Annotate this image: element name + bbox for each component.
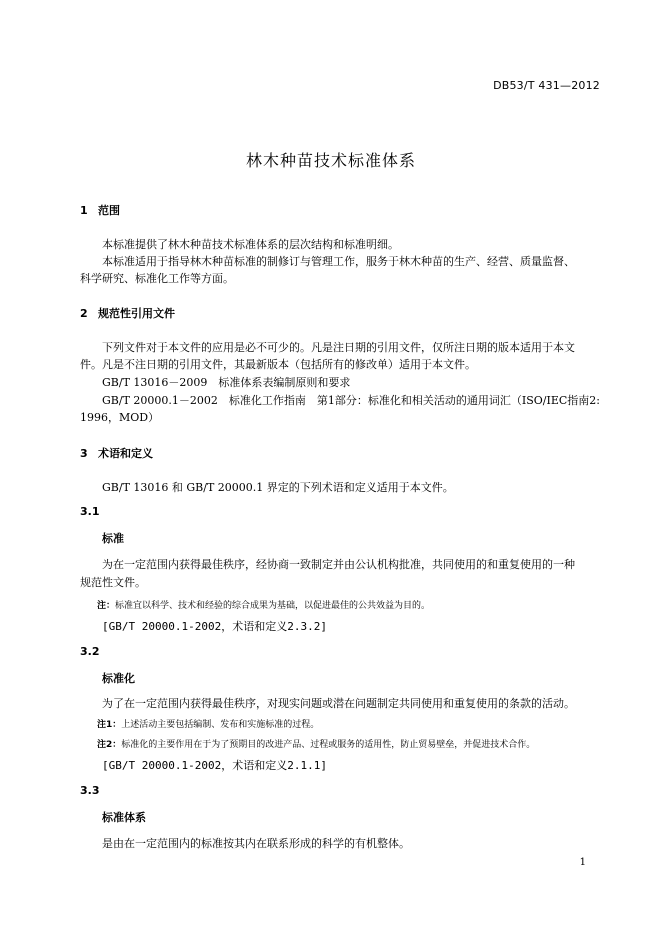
term-3-2-definition: 为了在一定范围内获得最佳秩序，对现实问题或潜在问题制定共同使用和重复使用的条款的活动。 xyxy=(102,697,575,710)
section-label: 术语和定义 xyxy=(98,447,153,460)
term-3-1-number: 3.1 xyxy=(80,505,100,518)
term-3-2-number: 3.2 xyxy=(80,645,100,658)
term-3-1-name: 标准 xyxy=(102,532,124,545)
standard-code: DB53/T 431—2012 xyxy=(493,79,600,92)
term-3-2-source: [GB/T 20000.1-2002，术语和定义2.1.1] xyxy=(102,759,327,772)
reference-item-2-line-2: 1996，MOD） xyxy=(80,411,160,424)
section-2-heading xyxy=(80,305,175,321)
section-3-heading xyxy=(80,445,153,461)
term-3-2-name: 标准化 xyxy=(102,672,135,685)
term-3-3-definition: 是由在一定范围内的标准按其内在联系形成的科学的有机整体。 xyxy=(102,837,410,850)
document-title: 林木种苗技术标准体系 xyxy=(245,151,416,170)
refs-intro-line-2: 件。凡是不注日期的引用文件，其最新版本（包括所有的修改单）适用于本文件。 xyxy=(80,358,476,371)
page-number: 1 xyxy=(579,857,586,868)
refs-intro-line-1: 下列文件对于本文件的应用是必不可少的。凡是注日期的引用文件，仅所注日期的版本适用于本文 xyxy=(102,341,575,354)
terms-intro: GB/T 13016 和 GB/T 20000.1 界定的下列术语和定义适用于本文件。 xyxy=(102,481,454,494)
scope-paragraph-1: 本标准提供了林木种苗技术标准体系的层次结构和标准明细。 xyxy=(102,238,399,251)
term-3-1-definition-line-1: 为在一定范围内获得最佳秩序，经协商一致制定并由公认机构批准，共同使用的和重复使用的一种 xyxy=(102,558,575,571)
scope-paragraph-2-line-1: 本标准适用于指导林木种苗标准的制修订与管理工作，服务于林木种苗的生产、经营、质量监督、 xyxy=(102,255,575,268)
section-number: 3 xyxy=(80,447,88,460)
section-number: 1 xyxy=(80,204,88,217)
section-1-heading xyxy=(80,202,120,218)
section-number: 2 xyxy=(80,307,88,320)
note-label: 注2： xyxy=(97,740,122,750)
note-text: 标准化的主要作用在于为了预期目的改进产品、过程或服务的适用性，防止贸易壁垒，并促进技术合作。 xyxy=(121,740,536,750)
term-3-1-definition-line-2: 规范性文件。 xyxy=(80,576,146,589)
note-text: 标准宜以科学、技术和经验的综合成果为基础，以促进最佳的公共效益为目的。 xyxy=(115,601,431,611)
reference-item-2-line-1: GB/T 20000.1－2002 标准化工作指南 第1部分：标准化和相关活动的通用词汇（ISO/IEC指南2: xyxy=(102,394,600,407)
term-3-1-source: [GB/T 20000.1-2002，术语和定义2.3.2] xyxy=(102,620,327,633)
note-label: 注： xyxy=(97,601,116,611)
term-3-1-note xyxy=(97,598,430,611)
term-3-3-name: 标准体系 xyxy=(102,811,146,824)
scope-paragraph-2-line-2: 科学研究、标准化工作等方面。 xyxy=(80,272,234,285)
term-3-3-number: 3.3 xyxy=(80,784,100,797)
section-label: 范围 xyxy=(98,204,120,217)
term-3-2-note-1 xyxy=(97,717,319,730)
reference-item-1: GB/T 13016－2009 标准体系表编制原则和要求 xyxy=(102,376,351,389)
note-label: 注1： xyxy=(97,720,122,730)
section-label: 规范性引用文件 xyxy=(98,307,175,320)
term-3-2-note-2 xyxy=(97,737,535,750)
note-text: 上述活动主要包括编制、发布和实施标准的过程。 xyxy=(121,720,320,730)
